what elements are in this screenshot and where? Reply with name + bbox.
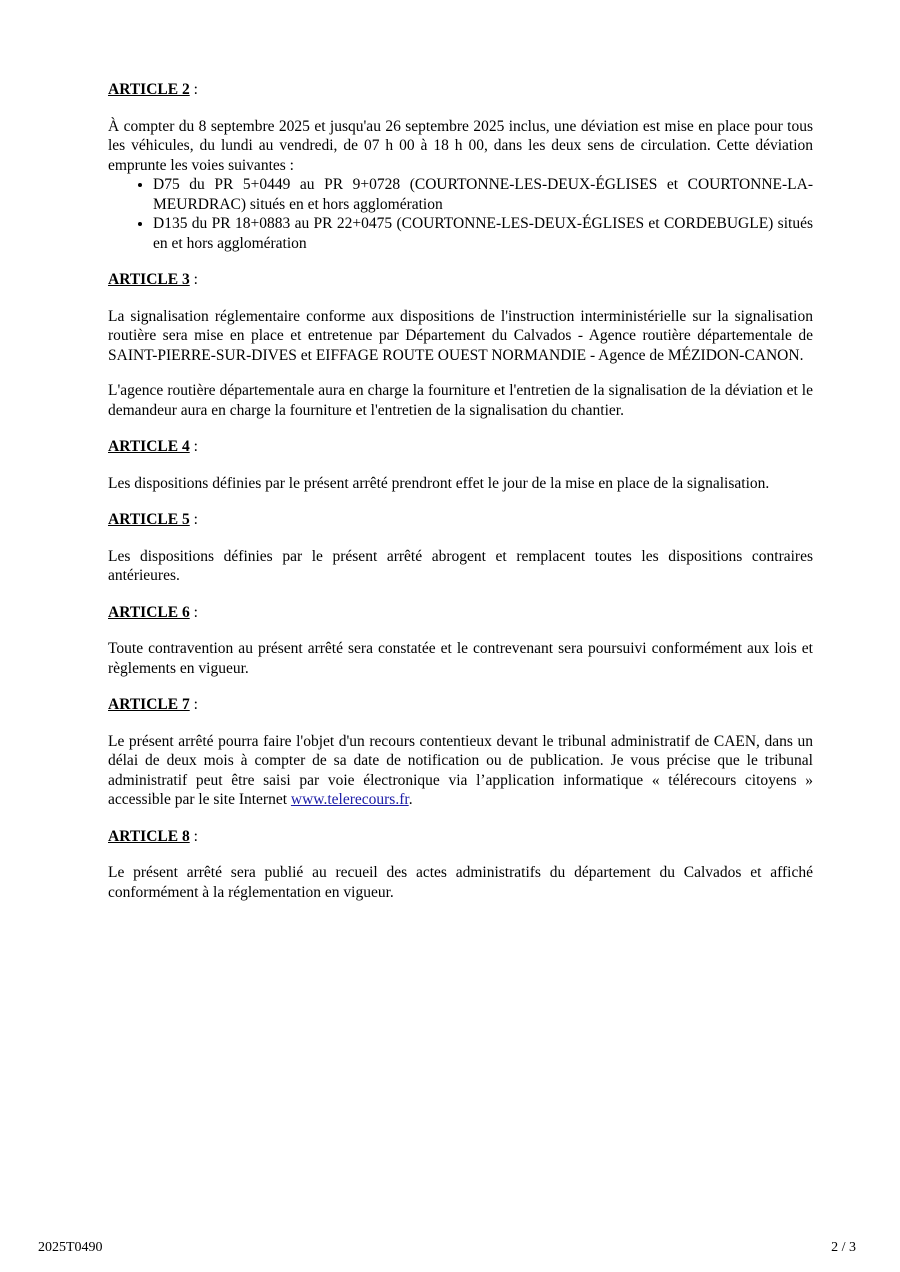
article-6 xyxy=(108,603,813,679)
article-paragraph: Toute contravention au présent arrêté sera constatée et le contrevenant sera poursuivi conformément aux lois et règlements en vigueur. xyxy=(108,640,813,677)
article-heading xyxy=(108,510,813,530)
article-5 xyxy=(108,510,813,586)
article-2 xyxy=(108,80,813,253)
route-list-item: • D135 du PR 18+0883 au PR 22+0475 (COURTONNE-LES-DEUX-ÉGLISES et CORDEBUGLE) situés en et hors agglomération xyxy=(153,214,813,253)
article-paragraph: L'agence routière départementale aura en charge la fourniture et l'entretien de la signalisation de la déviation et le demandeur aura en charge la fourniture et l'entretien de la signalisation du chantier. xyxy=(108,382,813,419)
article-title: ARTICLE 3 xyxy=(108,271,190,288)
article-title: ARTICLE 2 xyxy=(108,81,190,98)
article-paragraph: La signalisation réglementaire conforme aux dispositions de l'instruction interministérielle sur la signalisation routière sera mise en place et entretenue par Département du Calvados - Agence routière départementale de SAINT-PIERRE-SUR-DIVES et EIFFAGE ROUTE OUEST NORMANDIE - Agence de MÉZIDON-CANON. xyxy=(108,307,813,364)
article-paragraph: Le présent arrêté sera publié au recueil des actes administratifs du département du Calvados et affiché conformément à la réglementation en vigueur. xyxy=(108,864,813,901)
page-number: 2 / 3 xyxy=(831,1240,856,1255)
article-title: ARTICLE 6 xyxy=(108,603,190,621)
article-title: ARTICLE 7 xyxy=(108,696,190,713)
article-3 xyxy=(108,270,813,420)
article-heading xyxy=(108,603,813,623)
article-heading xyxy=(108,80,813,100)
article-colon: : xyxy=(189,438,198,455)
article-paragraph: Les dispositions définies par le présent arrêté prendront effet le jour de la mise en place de la signalisation. xyxy=(108,474,770,492)
paragraph-text-end: . xyxy=(408,791,413,808)
article-colon: : xyxy=(189,696,198,713)
article-4 xyxy=(108,437,813,493)
article-colon: : xyxy=(189,81,198,98)
article-paragraph: À compter du 8 septembre 2025 et jusqu'au 26 septembre 2025 inclus, une déviation est mise en place pour tous les véhicules, du lundi au vendredi, de 07 h 00 à 18 h 00, dans les deux sens de circulation. Cette déviation emprunte les voies suivantes : xyxy=(108,117,813,174)
article-paragraph: Les dispositions définies par le présent arrêté abrogent et remplacent toutes les dispositions contraires antérieures. xyxy=(108,547,813,584)
article-paragraph xyxy=(108,732,813,810)
article-title: ARTICLE 8 xyxy=(108,827,190,845)
article-colon: : xyxy=(189,827,198,845)
article-7 xyxy=(108,695,813,810)
article-heading xyxy=(108,270,813,290)
article-title: ARTICLE 5 xyxy=(108,511,190,528)
article-colon: : xyxy=(189,271,198,288)
article-heading xyxy=(108,437,813,457)
article-colon: : xyxy=(189,511,198,528)
article-title: ARTICLE 4 xyxy=(108,438,190,455)
article-heading xyxy=(108,695,813,715)
document-body xyxy=(108,80,813,919)
article-heading xyxy=(108,827,813,847)
route-list xyxy=(108,175,813,253)
article-8 xyxy=(108,827,813,903)
paragraph-text: Le présent arrêté pourra faire l'objet d'un recours contentieux devant le tribunal administratif de CAEN, dans un délai de deux mois à compter de sa date de notification ou de publication. Je vous précise que le tribunal administratif peut être saisi par voie électronique via l’application informatique « télérecours citoyens » accessible par le site Internet xyxy=(108,732,813,808)
telerecours-link[interactable]: www.telerecours.fr xyxy=(290,791,409,808)
document-reference: 2025T0490 xyxy=(38,1240,103,1255)
article-colon: : xyxy=(189,603,198,621)
route-list-item: • D75 du PR 5+0449 au PR 9+0728 (COURTONNE-LES-DEUX-ÉGLISES et COURTONNE-LA-MEURDRAC) situés en et hors agglomération xyxy=(153,175,813,214)
